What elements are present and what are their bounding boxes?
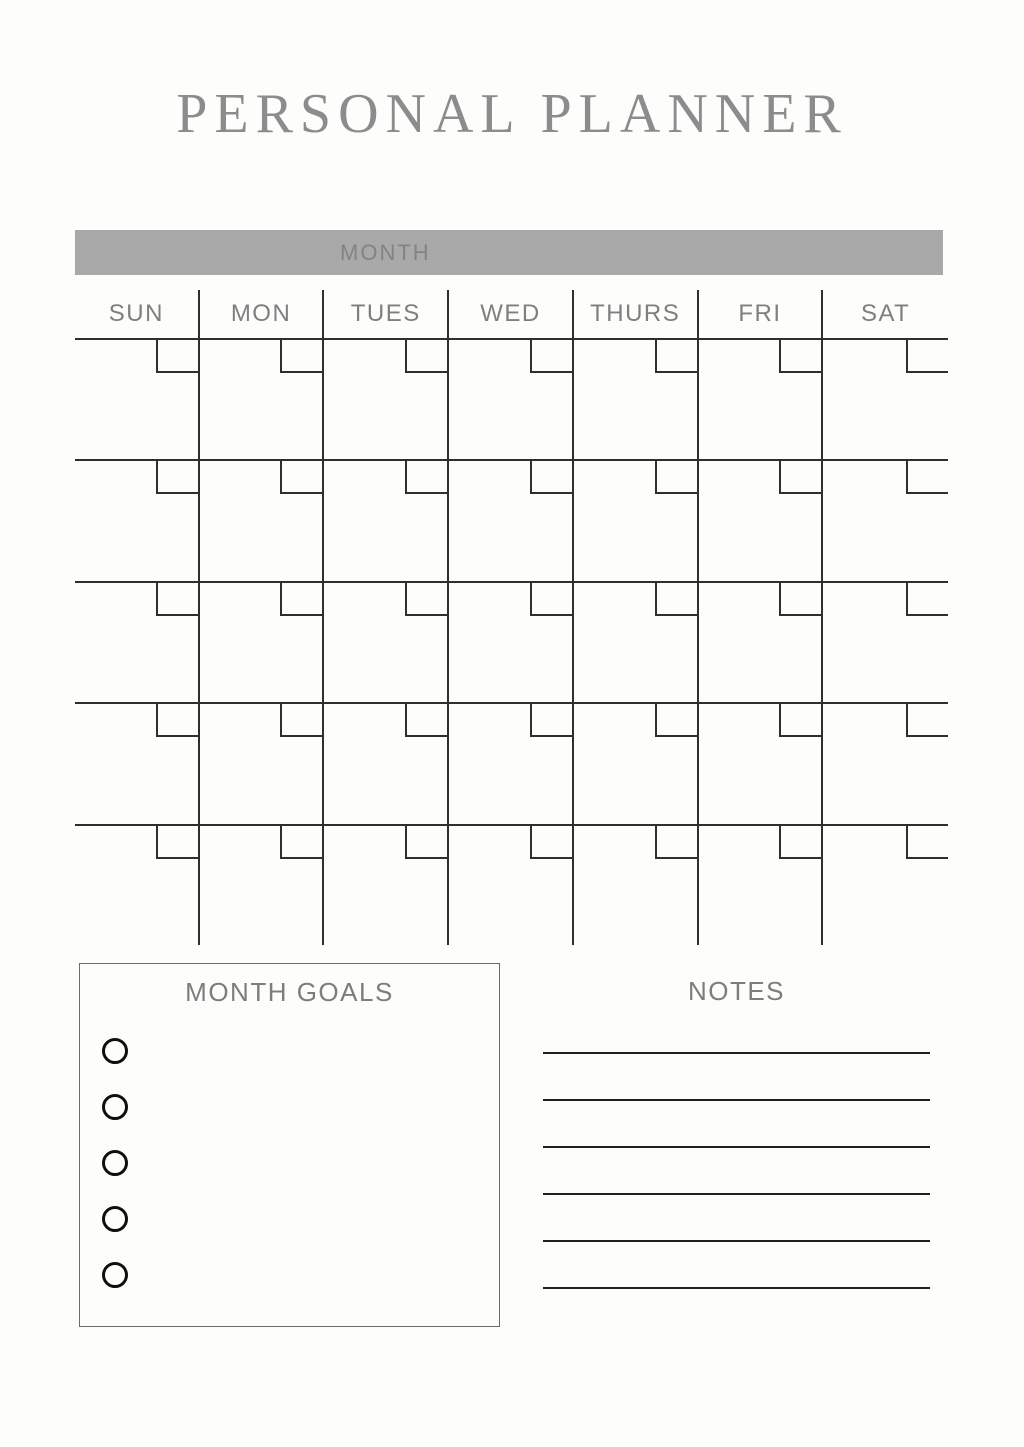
date-number-box[interactable] <box>280 461 322 494</box>
date-number-box[interactable] <box>906 461 948 494</box>
date-number-box[interactable] <box>280 340 322 373</box>
calendar-cell-week5-day2[interactable] <box>200 824 325 945</box>
day-header-thurs <box>574 290 699 338</box>
calendar-cell-week4-day2[interactable] <box>200 702 325 823</box>
day-header-sat <box>823 290 948 338</box>
date-number-box[interactable] <box>655 826 697 859</box>
calendar-cell-week2-day2[interactable] <box>200 459 325 580</box>
day-header-row <box>75 290 948 338</box>
calendar-grid <box>75 338 948 945</box>
date-number-box[interactable] <box>530 461 572 494</box>
calendar-cell-week1-day3[interactable] <box>324 338 449 459</box>
date-number-box[interactable] <box>280 583 322 616</box>
day-header-label: SAT <box>860 300 911 327</box>
goal-checkbox-circle-icon[interactable] <box>102 1094 128 1120</box>
date-number-box[interactable] <box>405 704 447 737</box>
note-line[interactable] <box>543 1054 930 1101</box>
day-header-label: FRI <box>738 300 782 327</box>
goal-item[interactable] <box>102 1206 479 1232</box>
date-number-box[interactable] <box>156 461 198 494</box>
calendar-cell-week5-day4[interactable] <box>449 824 574 945</box>
day-header-label: MON <box>230 300 292 327</box>
calendar-cell-week3-day4[interactable] <box>449 581 574 702</box>
calendar-cell-week2-day6[interactable] <box>699 459 824 580</box>
date-number-box[interactable] <box>906 704 948 737</box>
goal-text[interactable] <box>142 1041 479 1061</box>
day-header-tues <box>324 290 449 338</box>
day-header-label: THURS <box>590 300 681 327</box>
goal-text[interactable] <box>142 1097 479 1117</box>
notes-title: NOTES <box>687 976 786 1006</box>
calendar-cell-week4-day6[interactable] <box>699 702 824 823</box>
calendar-cell-week4-day4[interactable] <box>449 702 574 823</box>
calendar-cell-week4-day5[interactable] <box>574 702 699 823</box>
note-line[interactable] <box>543 1007 930 1054</box>
calendar-cell-week3-day5[interactable] <box>574 581 699 702</box>
date-number-box[interactable] <box>906 826 948 859</box>
calendar-cell-week1-day6[interactable] <box>699 338 824 459</box>
date-number-box[interactable] <box>655 340 697 373</box>
notes-lines <box>543 1007 930 1289</box>
calendar-cell-week3-day3[interactable] <box>324 581 449 702</box>
calendar-cell-week1-day1[interactable] <box>75 338 200 459</box>
date-number-box[interactable] <box>779 461 821 494</box>
date-number-box[interactable] <box>405 461 447 494</box>
calendar-cell-week5-day6[interactable] <box>699 824 824 945</box>
calendar-cell-week3-day6[interactable] <box>699 581 824 702</box>
date-number-box[interactable] <box>655 461 697 494</box>
calendar-cell-week1-day4[interactable] <box>449 338 574 459</box>
month-goals-box <box>79 963 500 1327</box>
date-number-box[interactable] <box>779 583 821 616</box>
page-title: PERSONAL PLANNER <box>176 83 848 145</box>
date-number-box[interactable] <box>530 583 572 616</box>
note-line[interactable] <box>543 1195 930 1242</box>
note-line[interactable] <box>543 1242 930 1289</box>
calendar-cell-week2-day4[interactable] <box>449 459 574 580</box>
calendar-cell-week2-day5[interactable] <box>574 459 699 580</box>
month-goals-title: MONTH GOALS <box>185 977 394 1007</box>
date-number-box[interactable] <box>906 583 948 616</box>
goal-item[interactable] <box>102 1094 479 1120</box>
day-header-label: SUN <box>108 300 164 327</box>
calendar-cell-week2-day1[interactable] <box>75 459 200 580</box>
date-number-box[interactable] <box>156 704 198 737</box>
date-number-box[interactable] <box>530 340 572 373</box>
calendar-cell-week4-day1[interactable] <box>75 702 200 823</box>
date-number-box[interactable] <box>405 583 447 616</box>
day-header-fri <box>699 290 824 338</box>
goal-checkbox-circle-icon[interactable] <box>102 1150 128 1176</box>
goal-text[interactable] <box>142 1209 479 1229</box>
calendar-cell-week5-day7[interactable] <box>823 824 948 945</box>
date-number-box[interactable] <box>156 583 198 616</box>
calendar-cell-week5-day5[interactable] <box>574 824 699 945</box>
day-header-label: WED <box>480 300 541 327</box>
calendar-cell-week5-day3[interactable] <box>324 824 449 945</box>
calendar-cell-week4-day7[interactable] <box>823 702 948 823</box>
calendar-cell-week2-day7[interactable] <box>823 459 948 580</box>
calendar <box>75 290 948 945</box>
date-number-box[interactable] <box>405 826 447 859</box>
month-label[interactable]: MONTH <box>340 239 431 265</box>
calendar-cell-week1-day7[interactable] <box>823 338 948 459</box>
day-header-sun <box>75 290 200 338</box>
calendar-cell-week1-day5[interactable] <box>574 338 699 459</box>
date-number-box[interactable] <box>280 704 322 737</box>
day-header-mon <box>200 290 325 338</box>
calendar-cell-week4-day3[interactable] <box>324 702 449 823</box>
day-header-wed <box>449 290 574 338</box>
date-number-box[interactable] <box>530 826 572 859</box>
date-number-box[interactable] <box>156 340 198 373</box>
date-number-box[interactable] <box>280 826 322 859</box>
date-number-box[interactable] <box>655 583 697 616</box>
date-number-box[interactable] <box>779 704 821 737</box>
goal-checkbox-circle-icon[interactable] <box>102 1038 128 1064</box>
date-number-box[interactable] <box>779 826 821 859</box>
goal-checkbox-circle-icon[interactable] <box>102 1206 128 1232</box>
goal-checkbox-circle-icon[interactable] <box>102 1262 128 1288</box>
date-number-box[interactable] <box>156 826 198 859</box>
month-banner <box>75 230 943 275</box>
calendar-cell-week3-day2[interactable] <box>200 581 325 702</box>
goal-item[interactable] <box>102 1262 479 1288</box>
goal-item[interactable] <box>102 1038 479 1064</box>
date-number-box[interactable] <box>530 704 572 737</box>
calendar-cell-week3-day7[interactable] <box>823 581 948 702</box>
date-number-box[interactable] <box>906 340 948 373</box>
date-number-box[interactable] <box>779 340 821 373</box>
goal-item[interactable] <box>102 1150 479 1176</box>
note-line[interactable] <box>543 1148 930 1195</box>
calendar-cell-week1-day2[interactable] <box>200 338 325 459</box>
goal-text[interactable] <box>142 1153 479 1173</box>
day-header-label: TUES <box>350 300 421 327</box>
calendar-cell-week3-day1[interactable] <box>75 581 200 702</box>
date-number-box[interactable] <box>405 340 447 373</box>
note-line[interactable] <box>543 1101 930 1148</box>
calendar-cell-week2-day3[interactable] <box>324 459 449 580</box>
goal-text[interactable] <box>142 1265 479 1285</box>
goals-list <box>102 1038 479 1288</box>
calendar-cell-week5-day1[interactable] <box>75 824 200 945</box>
date-number-box[interactable] <box>655 704 697 737</box>
